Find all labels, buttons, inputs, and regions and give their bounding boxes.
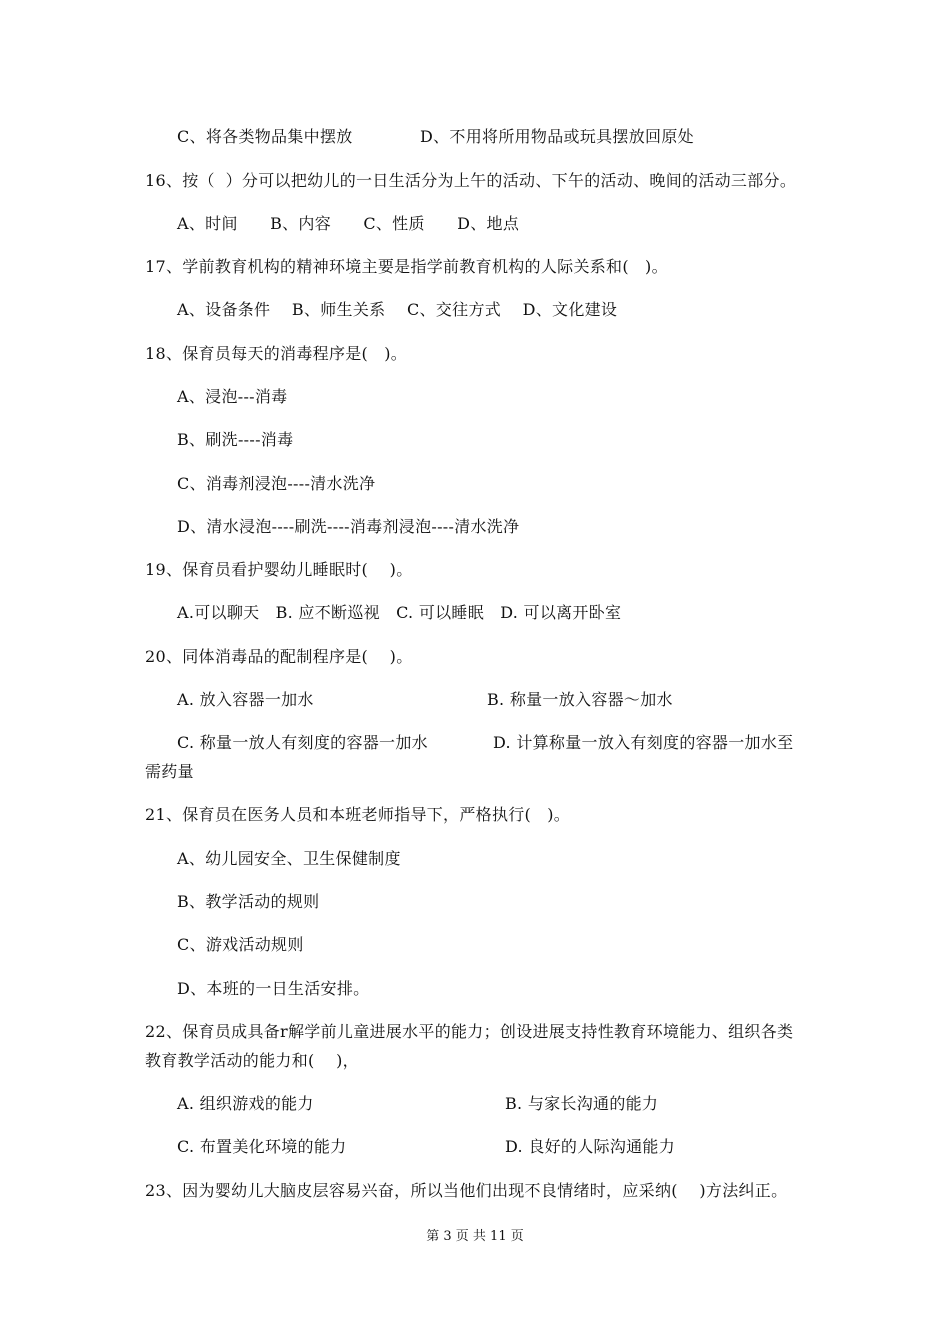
q15-option-c: C、将各类物品集中摆放 (177, 127, 353, 146)
q16-question: 16、按（ ）分可以把幼儿的一日生活分为上午的活动、下午的活动、晚间的活动三部分。 (145, 171, 797, 190)
page-footer: 第 3 页 共 11 页 (426, 1229, 524, 1244)
q22-question-line-2: 教育教学活动的能力和( )， (145, 1051, 359, 1070)
q21-option-c: C、游戏活动规则 (177, 935, 304, 954)
q22-option-c: C. 布置美化环境的能力 (177, 1137, 347, 1156)
q20-question: 20、同体消毒品的配制程序是( )。 (145, 647, 413, 666)
q21-question: 21、保育员在医务人员和本班老师指导下，严格执行( )。 (145, 805, 571, 824)
q21-option-d: D、本班的一日生活安排。 (177, 979, 370, 998)
q20-option-d: D. 计算称量一放入有刻度的容器一加水至 (493, 733, 794, 752)
q20-option-b: B. 称量一放入容器～加水 (487, 690, 673, 709)
q16-options: A、时间 B、内容 C、性质 D、地点 (177, 214, 520, 233)
q19-options: A.可以聊天 B. 应不断巡视 C. 可以睡眠 D. 可以离开卧室 (177, 603, 622, 622)
q22-option-a: A. 组织游戏的能力 (177, 1094, 314, 1113)
q23-question: 23、因为婴幼儿大脑皮层容易兴奋，所以当他们出现不良情绪时，应采纳( )方法纠正。 (145, 1181, 788, 1200)
q22-option-d: D. 良好的人际沟通能力 (505, 1137, 676, 1156)
q15-option-d: D、不用将所用物品或玩具摆放回原处 (420, 127, 694, 146)
q19-question: 19、保育员看护婴幼儿睡眠时( )。 (145, 560, 413, 579)
q20-option-d-continuation: 需药量 (145, 762, 194, 781)
q18-option-b: B、刷洗----消毒 (177, 430, 294, 449)
q17-options: A、设备条件 B、师生关系 C、交往方式 D、文化建设 (177, 300, 618, 319)
q18-option-c: C、消毒剂浸泡----清水洗净 (177, 474, 376, 493)
q18-option-d: D、清水浸泡----刷洗----消毒剂浸泡----清水洗净 (177, 517, 520, 536)
q18-option-a: A、浸泡---消毒 (177, 387, 288, 406)
q21-option-b: B、教学活动的规则 (177, 892, 320, 911)
q21-option-a: A、幼儿园安全、卫生保健制度 (177, 849, 401, 868)
q20-option-a: A. 放入容器一加水 (177, 690, 314, 709)
q22-option-b: B. 与家长沟通的能力 (505, 1094, 659, 1113)
q17-question: 17、学前教育机构的精神环境主要是指学前教育机构的人际关系和( )。 (145, 257, 668, 276)
q18-question: 18、保育员每天的消毒程序是( )。 (145, 344, 408, 363)
q20-option-c: C. 称量一放人有刻度的容器一加水 (177, 733, 428, 752)
q22-question-line-1: 22、保育员成具备r解学前儿童进展水平的能力；创设进展支持性教育环境能力、组织各类 (145, 1022, 794, 1041)
